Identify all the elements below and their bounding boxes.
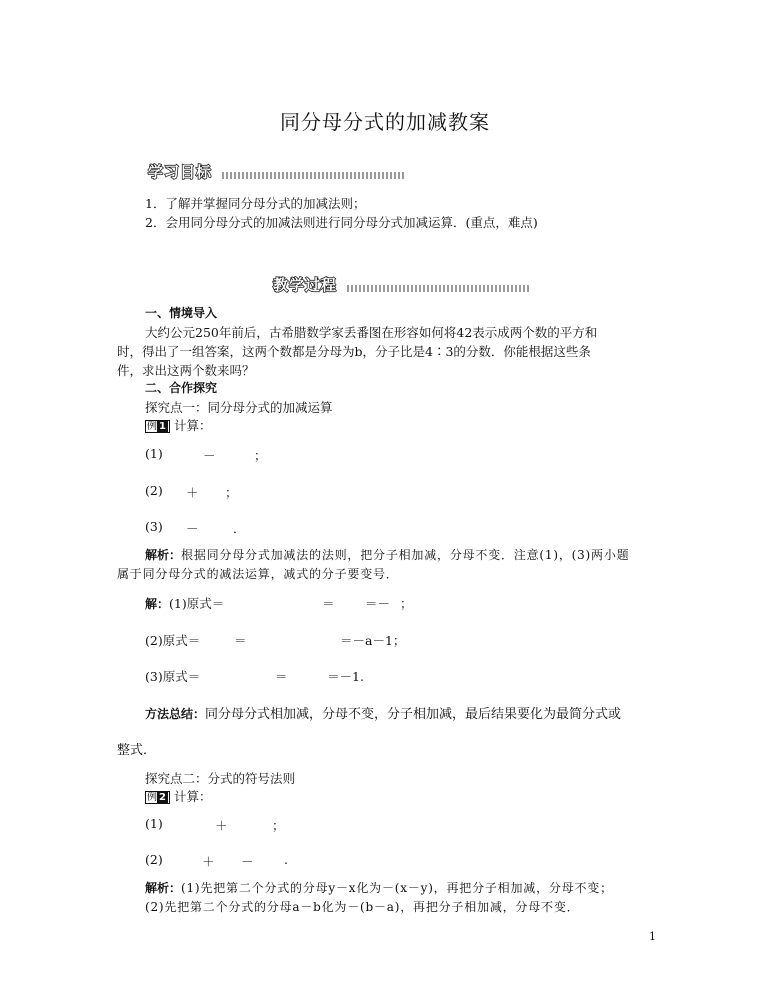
section-heading-process: 教学过程 — [273, 276, 338, 294]
example-tag: 例 1 — [145, 420, 170, 433]
solution-line: (3)原式＝ — [145, 669, 201, 684]
section-banner-process — [273, 274, 533, 294]
equals: ＝－a－1； — [340, 633, 406, 648]
analysis-label: 解析： — [145, 548, 182, 562]
punctuation: ； — [225, 485, 238, 500]
paragraph-line: 时，得出了一组答案，这两个数都是分母为b，分子比是4∶3的分数．你能根据这些条 — [117, 344, 591, 359]
dotted-divider — [347, 285, 529, 292]
analysis-line: 属于同分母分式的减法运算，减式的分子要变号． — [117, 567, 399, 581]
analysis-line: (2)先把第二个分式的分母a－b化为－(b－a)，再把分子相加减，分母不变． — [145, 900, 580, 914]
example-line — [145, 787, 211, 805]
part-heading: 二、合作探究 — [145, 381, 218, 395]
objective-item: 2．会用同分母分式的加减法则进行同分母分式加减运算．(重点，难点) — [145, 215, 538, 230]
operator: － — [241, 854, 254, 869]
page-number: 1 — [649, 930, 656, 943]
solution-line: 解：(1)原式＝ — [145, 596, 225, 611]
document-title: 同分母分式的加减教案 — [280, 110, 490, 134]
problem-number: (2) — [145, 852, 163, 867]
equals: ＝－1. — [327, 669, 364, 684]
punctuation: ； — [400, 596, 413, 611]
problem-number: (1) — [145, 446, 163, 461]
method-summary-line: 整式． — [117, 743, 157, 758]
punctuation: ； — [254, 448, 267, 463]
paragraph-line: 件，求出这两个数来吗？ — [117, 363, 255, 378]
problem-number: (1) — [145, 816, 163, 831]
operator: ＋ — [202, 854, 215, 869]
analysis-line: 解析：根据同分母分式加减法的法则，把分子相加减，分母不变．注意(1)，(3)两小题 — [145, 548, 630, 562]
equals: ＝ — [322, 596, 335, 611]
solution-line: (2)原式＝ — [145, 633, 201, 648]
example-line — [145, 416, 211, 434]
part-heading: 一、情境导入 — [145, 306, 218, 320]
analysis-line: 解析：(1)先把第二个分式的分母y－x化为－(x－y)，再把分子相加减，分母不变； — [145, 881, 613, 895]
section-heading-objectives: 学习目标 — [148, 163, 213, 181]
operator: － — [203, 448, 216, 463]
exploration-point-title: 探究点一：同分母分式的加减运算 — [145, 400, 333, 415]
objective-item: 1．了解并掌握同分母分式的加减法则； — [145, 196, 366, 211]
operator: － — [186, 521, 199, 536]
operator: ＋ — [186, 485, 199, 500]
paragraph-line: 大约公元250年前后，古希腊数学家丢番图在形容如何将42表示成两个数的平方和 — [145, 325, 598, 340]
dotted-divider — [222, 172, 404, 179]
punctuation: ； — [272, 818, 285, 833]
example-text: 计算： — [173, 418, 212, 433]
exploration-point-title: 探究点二：分式的符号法则 — [145, 771, 296, 786]
equals: ＝ — [234, 633, 247, 648]
example-text: 计算： — [173, 789, 212, 804]
equals: ＝ — [275, 669, 288, 684]
punctuation: ． — [233, 521, 246, 536]
example-tag: 例 2 — [145, 791, 170, 804]
method-label: 方法总结： — [145, 707, 206, 721]
problem-number: (2) — [145, 483, 163, 498]
problem-number: (3) — [145, 519, 163, 534]
section-banner-objectives — [148, 161, 408, 181]
punctuation: . — [284, 852, 288, 867]
equals: ＝－ — [365, 596, 391, 611]
operator: ＋ — [215, 818, 228, 833]
solution-label: 解： — [145, 597, 170, 611]
method-summary: 方法总结：同分母分式相加减，分母不变，分子相加减，最后结果要化为最简分式或 — [145, 707, 622, 722]
analysis-label: 解析： — [145, 881, 182, 895]
